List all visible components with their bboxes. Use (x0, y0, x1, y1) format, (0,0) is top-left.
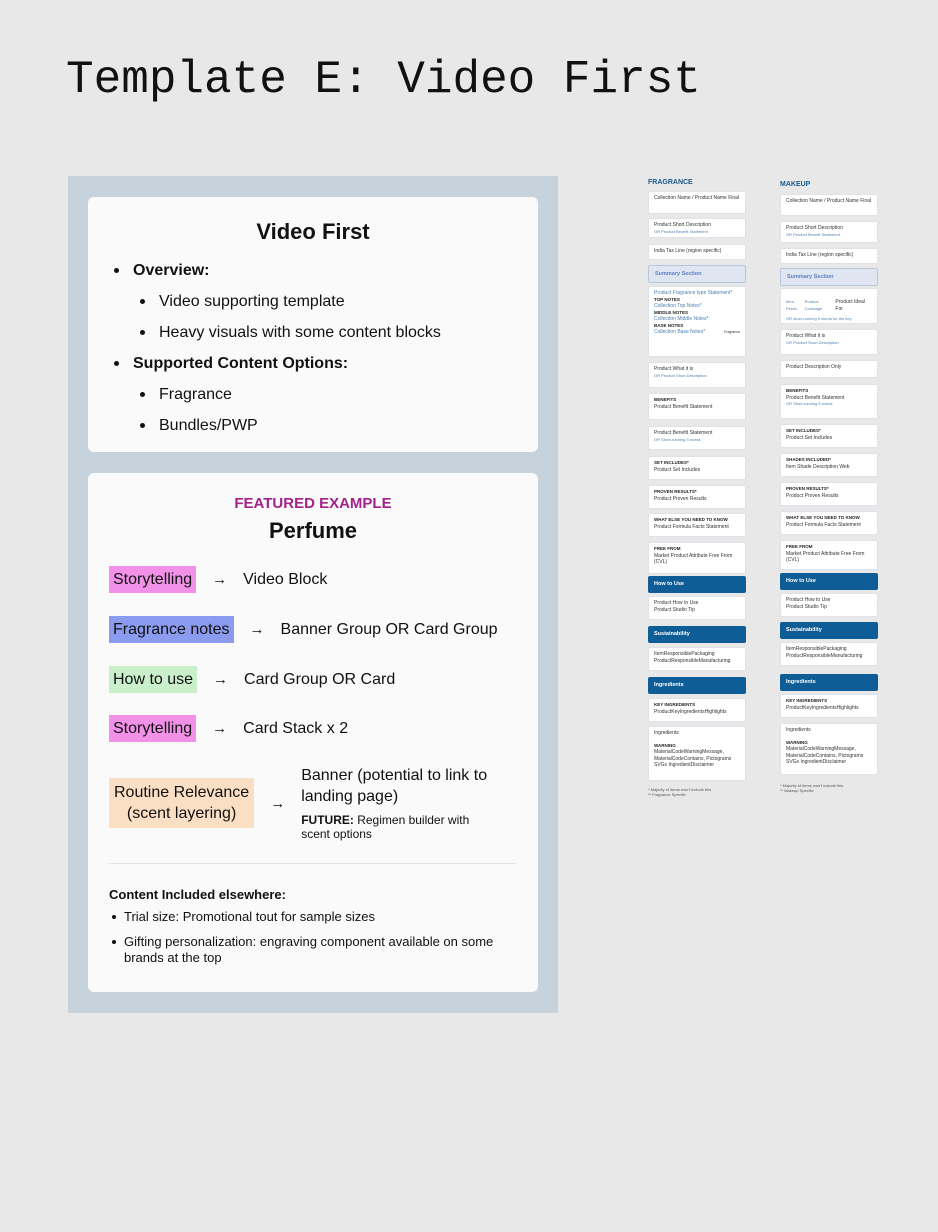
wireframe-block: KEY INGREDIENTS ProductKeyIngredientsHighlights (780, 694, 878, 718)
mapping-row (109, 715, 348, 742)
wireframe-summary-section: Summary Section (648, 265, 746, 283)
wireframe-block: Product Benefit Statement OR Short-running 5 words (648, 426, 746, 450)
content-tag: How to use (109, 666, 197, 693)
wireframe-block: Item Finish Product Coverage Product Ideal For OR short-running 5 words for the key (780, 288, 878, 324)
wireframe-block: Ingredients WARNING MaterialCodeWarningMessage, MaterialCodeContains, Pictograms SVGs IngredientDisclaimer (648, 726, 746, 781)
wireframe-block: KEY INGREDIENTS ProductKeyIngredientsHighlights (648, 698, 746, 722)
mapping-target-block (301, 765, 501, 841)
arrow-right-icon: → (212, 720, 228, 737)
mapping-target: Banner (potential to link to landing page) (301, 767, 488, 805)
mapping-target: Card Stack x 2 (243, 719, 349, 737)
featured-example-label: FEATURED EXAMPLE (234, 495, 392, 512)
overview-card-title: Video First (256, 219, 370, 244)
bullet-overview: Overview: (114, 255, 441, 286)
wireframe-block: WHAT ELSE YOU NEED TO KNOW Product Formula Facts Statement (648, 513, 746, 537)
bullet-dot (112, 915, 116, 919)
wireframe-section-header: How to Use (648, 576, 746, 593)
bullet-item: Bundles/PWP (114, 410, 441, 441)
wireframe-block: PROVEN RESULTS* Product Proven Results (648, 485, 746, 509)
wireframe-summary-section: Summary Section (780, 268, 878, 286)
bullet-dot (114, 361, 119, 366)
bullet-dot (140, 392, 145, 397)
bullet-dot (140, 330, 145, 335)
content-tag: Storytelling (109, 715, 196, 742)
wireframe-block: ItemResponsiblePackaging ProductResponsibleManufacturing (648, 647, 746, 671)
bullet-item: Fragrance (114, 379, 441, 410)
wireframe-block: Product Description Only (780, 360, 878, 378)
wireframe-section-header: Ingredients (648, 677, 746, 694)
elsewhere-list (112, 909, 522, 975)
future-note: FUTURE: Regimen builder with scent options (301, 813, 470, 841)
wireframe-footnote: * Majority of items won't include this ** Fragrance Specific (648, 787, 712, 797)
bullet-dot (140, 299, 145, 304)
wireframe-section-header: Sustainability (648, 626, 746, 643)
wireframe-section-header: Ingredients (780, 674, 878, 691)
wireframe-block: FREE FROM Market Product Attribute Free From (CVL) (648, 542, 746, 574)
wireframe-block: Product What it is OR Product Short Description (780, 329, 878, 355)
content-tag: Storytelling (109, 566, 196, 593)
mapping-row (109, 666, 395, 693)
wireframe-block: SET INCLUDES* Product Set Includes (648, 456, 746, 480)
overview-card (88, 197, 538, 452)
mapping-target: Card Group OR Card (244, 670, 396, 688)
wireframe-block: SET INCLUDES* Product Set Includes (780, 424, 878, 448)
list-item: Gifting personalization: engraving component available on some brands at the top (112, 934, 522, 966)
mapping-target: Video Block (243, 570, 328, 588)
bullet-dot (112, 940, 116, 944)
fragrance-column-label: FRAGRANCE (648, 179, 693, 186)
wireframe-block: SHADES INCLUDED* Item Shade Description Web (780, 453, 878, 477)
arrow-right-icon: → (213, 671, 229, 688)
wireframe-block: Ingredients WARNING MaterialCodeWarningMessage, MaterialCodeContains, Pictograms SVGs IngredientDisclaimer (780, 723, 878, 775)
wireframe-block: Product Fragrance type Statement* TOP NOTES Collection Top Notes* MIDDLE NOTES Collection Middle Notes* BASE NOTES Collection Base Notes* Fragrance (648, 286, 746, 357)
wireframe-block: Collection Name / Product Name Final (648, 191, 746, 214)
template-panel (68, 176, 558, 1013)
wireframe-block: BENEFITS Product Benefit Statement OR Short-running 5 words (780, 384, 878, 419)
wireframe-block: Collection Name / Product Name Final (780, 194, 878, 216)
overview-bullets (114, 255, 441, 441)
arrow-right-icon: → (270, 794, 286, 812)
wireframe-block: BENEFITS Product Benefit Statement (648, 393, 746, 420)
wireframe-block: WHAT ELSE YOU NEED TO KNOW Product Formula Facts Statement (780, 511, 878, 535)
content-tag: Fragrance notes (109, 616, 234, 643)
wireframe-block: India Tax Line (region specific) (648, 244, 746, 260)
wireframe-block: Product What it is OR Product Short Description (648, 362, 746, 388)
wireframe-block: India Tax Line (region specific) (780, 248, 878, 264)
makeup-column-label: MAKEUP (780, 181, 811, 188)
wireframe-block: Product Short Description OR Product Benefit Statement (648, 218, 746, 238)
wireframe-footnote: * Majority of items won't include this ** Makeup Specific (780, 783, 844, 793)
bullet-dot (114, 268, 119, 273)
bullet-dot (140, 423, 145, 428)
wireframe-block: ItemResponsiblePackaging ProductResponsibleManufacturing (780, 642, 878, 666)
wireframe-block: PROVEN RESULTS* Product Proven Results (780, 482, 878, 506)
page-title: Template E: Video First (66, 54, 701, 106)
mapping-target: Banner Group OR Card Group (280, 620, 498, 638)
wireframe-block: Product How to Use Product Studio Tip (780, 593, 878, 617)
wireframe-section-header: Sustainability (780, 622, 878, 639)
wireframe-block: Product How to Use Product Studio Tip (648, 596, 746, 620)
wireframe-block: FREE FROM Market Product Attribute Free From (CVL) (780, 540, 878, 570)
bullet-item: Video supporting template (114, 286, 441, 317)
mapping-row (109, 765, 501, 841)
featured-example-title: Perfume (268, 518, 358, 543)
bullet-item: Heavy visuals with some content blocks (114, 317, 441, 348)
arrow-right-icon: → (212, 571, 228, 588)
divider (109, 863, 516, 864)
elsewhere-title: Content Included elsewhere: (109, 887, 286, 902)
list-item: Trial size: Promotional tout for sample sizes (112, 909, 522, 925)
content-tag: Routine Relevance (scent layering) (109, 778, 254, 828)
mapping-row (109, 566, 327, 593)
mapping-row (109, 616, 498, 643)
arrow-right-icon: → (249, 621, 265, 638)
example-card (88, 473, 538, 992)
bullet-supported-content: Supported Content Options: (114, 348, 441, 379)
wireframe-section-header: How to Use (780, 573, 878, 590)
wireframe-block: Product Short Description OR Product Benefit Statement (780, 221, 878, 243)
